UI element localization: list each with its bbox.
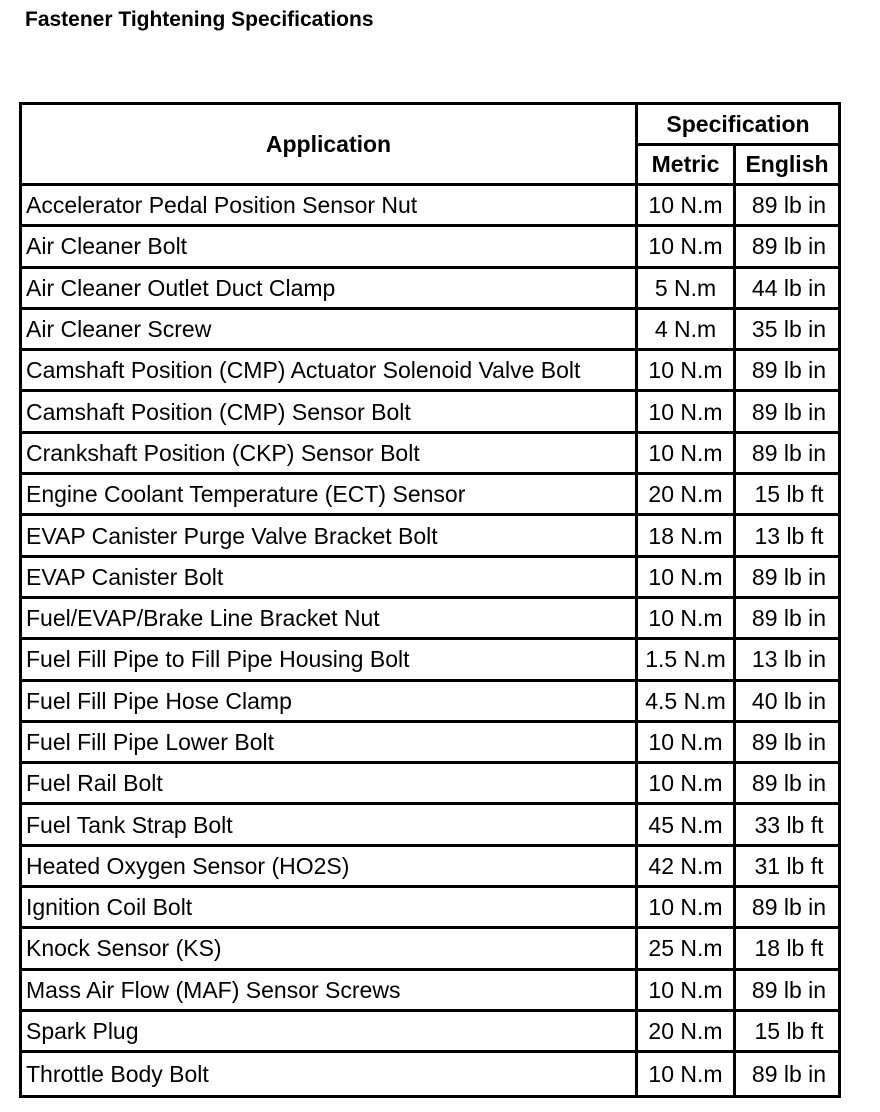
table-row [22, 186, 838, 227]
metric-cell: 10 N.m [638, 434, 736, 475]
application-cell: Spark Plug [22, 1012, 638, 1053]
english-cell: 89 lb in [751, 1060, 827, 1087]
table-row [22, 475, 838, 516]
english-cell: 15 lb ft [736, 475, 838, 516]
english-cell: 89 lb in [736, 434, 838, 475]
table-header [22, 105, 838, 186]
table-row [22, 1012, 838, 1053]
table-row [22, 971, 838, 1012]
table-row [22, 599, 838, 640]
metric-cell: 1.5 N.m [638, 640, 736, 681]
application-cell: Fuel Rail Bolt [22, 764, 638, 805]
table-row [22, 351, 838, 392]
english-cell: 13 lb ft [736, 516, 838, 557]
english-cell: 18 lb ft [736, 929, 838, 970]
english-cell: 15 lb ft [736, 1012, 838, 1053]
metric-cell: 18 N.m [638, 516, 736, 557]
english-cell: 89 lb in [736, 351, 838, 392]
page-title: Fastener Tightening Specifications [25, 8, 374, 31]
metric-cell: 42 N.m [638, 847, 736, 888]
metric-cell: 10 N.m [638, 186, 736, 227]
table-row [22, 847, 838, 888]
table-row [22, 888, 838, 929]
english-cell: 89 lb in [736, 599, 838, 640]
english-cell: 89 lb in [736, 558, 838, 599]
application-cell: Mass Air Flow (MAF) Sensor Screws [22, 971, 638, 1012]
metric-cell: 20 N.m [638, 1012, 736, 1053]
table-row [22, 392, 838, 433]
application-cell: EVAP Canister Purge Valve Bracket Bolt [22, 516, 638, 557]
application-cell: Crankshaft Position (CKP) Sensor Bolt [22, 434, 638, 475]
table-row [22, 269, 838, 310]
fastener-spec-table [19, 102, 841, 1098]
english-cell: 31 lb ft [736, 847, 838, 888]
table-body [22, 186, 838, 1095]
english-cell: 89 lb in [736, 764, 838, 805]
table-row [22, 929, 838, 970]
metric-cell: 10 N.m [638, 971, 736, 1012]
english-header: English [736, 146, 838, 186]
table-row [22, 310, 838, 351]
metric-cell: 4.5 N.m [638, 682, 736, 723]
application-cell: Air Cleaner Bolt [22, 227, 638, 268]
application-cell: Engine Coolant Temperature (ECT) Sensor [22, 475, 638, 516]
metric-cell: 45 N.m [638, 805, 736, 846]
metric-cell: 10 N.m [638, 351, 736, 392]
english-cell: 89 lb in [736, 392, 838, 433]
application-cell: Knock Sensor (KS) [22, 929, 638, 970]
english-cell: 33 lb ft [736, 805, 838, 846]
english-cell: 89 lb in [736, 971, 838, 1012]
application-cell: Camshaft Position (CMP) Actuator Solenoid Valve Bolt [22, 351, 638, 392]
application-header: Application [22, 105, 638, 186]
metric-cell: 10 N.m [638, 558, 736, 599]
table-row [22, 227, 838, 268]
english-cell: 89 lb in [736, 227, 838, 268]
application-cell: Air Cleaner Screw [22, 310, 638, 351]
english-cell: 44 lb in [736, 269, 838, 310]
table-row [22, 723, 838, 764]
application-cell: Fuel Fill Pipe Hose Clamp [22, 682, 638, 723]
metric-cell: 10 N.m [638, 227, 736, 268]
english-cell: 35 lb in [736, 310, 838, 351]
application-cell: Fuel Fill Pipe to Fill Pipe Housing Bolt [22, 640, 638, 681]
table-row [22, 1053, 838, 1094]
table-row [22, 640, 838, 681]
application-cell: Fuel Tank Strap Bolt [22, 805, 638, 846]
specification-header: Specification [638, 105, 838, 146]
table-row [22, 805, 838, 846]
application-cell: Ignition Coil Bolt [22, 888, 638, 929]
application-cell: EVAP Canister Bolt [22, 558, 638, 599]
application-cell: Camshaft Position (CMP) Sensor Bolt [22, 392, 638, 433]
table-row [22, 434, 838, 475]
application-cell: Air Cleaner Outlet Duct Clamp [22, 269, 638, 310]
metric-cell: 10 N.m [638, 723, 736, 764]
application-cell: Accelerator Pedal Position Sensor Nut [22, 186, 638, 227]
table-row [22, 558, 838, 599]
application-cell: Throttle Body Bolt [22, 1053, 638, 1094]
table-row [22, 516, 838, 557]
application-cell: Heated Oxygen Sensor (HO2S) [22, 847, 638, 888]
metric-cell: 5 N.m [638, 269, 736, 310]
english-cell: 13 lb in [736, 640, 838, 681]
english-cell: 89 lb in [736, 888, 838, 929]
table-row [22, 682, 838, 723]
metric-cell: 4 N.m [638, 310, 736, 351]
metric-cell: 10 N.m [638, 888, 736, 929]
metric-cell: 10 N.m [638, 764, 736, 805]
metric-cell: 10 N.m [638, 1053, 736, 1094]
table-row [22, 764, 838, 805]
metric-cell: 10 N.m [638, 599, 736, 640]
metric-cell: 25 N.m [638, 929, 736, 970]
english-cell: 40 lb in [736, 682, 838, 723]
application-cell: Fuel/EVAP/Brake Line Bracket Nut [22, 599, 638, 640]
metric-cell: 10 N.m [638, 392, 736, 433]
english-cell: 89 lb in [736, 723, 838, 764]
english-cell: 89 lb in [736, 186, 838, 227]
metric-cell: 20 N.m [638, 475, 736, 516]
application-cell: Fuel Fill Pipe Lower Bolt [22, 723, 638, 764]
metric-header: Metric [638, 146, 736, 186]
